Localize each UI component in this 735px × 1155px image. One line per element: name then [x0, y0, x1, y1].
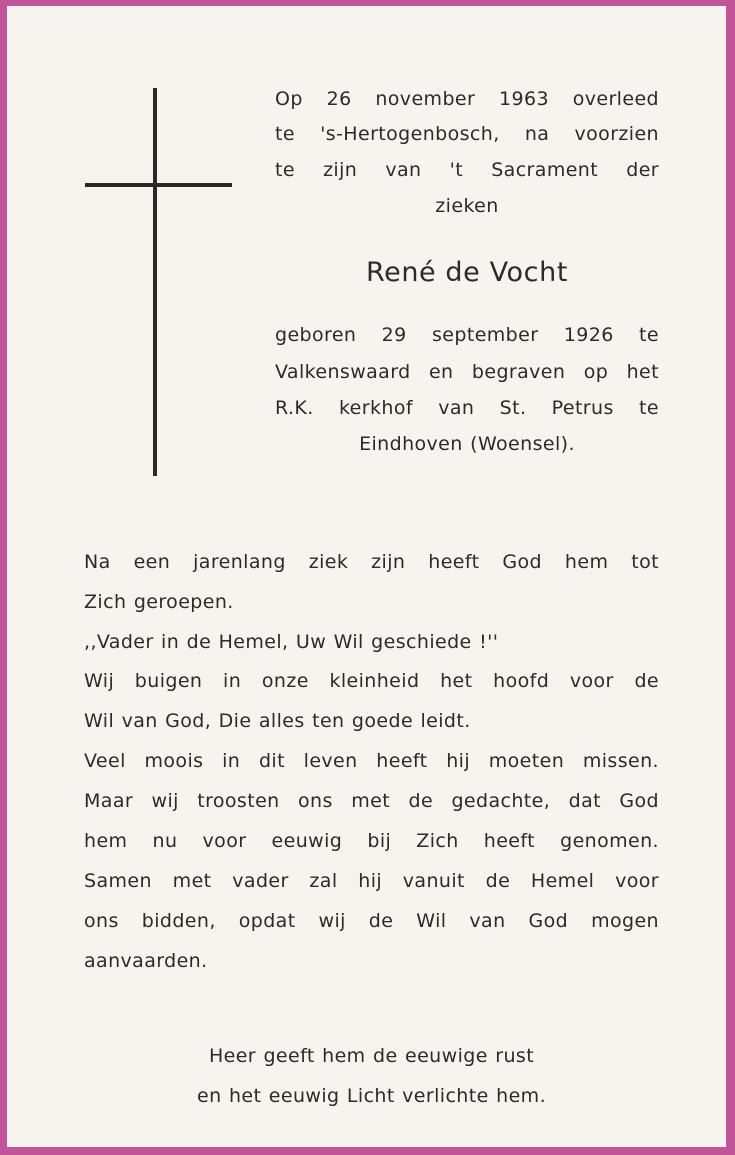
body-line-10: ons bidden, opdat wij de Wil van God mogen: [84, 910, 659, 932]
header-line-4: zieken: [435, 195, 499, 217]
body-line-9: Samen met vader zal hij vanuit de Hemel voor: [84, 870, 659, 892]
cross-horizontal-bar: [85, 183, 232, 187]
body-line-4: Wij buigen in onze kleinheid het hoofd voor de: [84, 670, 659, 692]
body-line-11: aanvaarden.: [84, 950, 208, 972]
body-line-1: Na een jarenlang ziek zijn heeft God hem tot: [84, 551, 659, 573]
birth-line-3: R.K. kerkhof van St. Petrus te: [275, 397, 659, 419]
prayer-line-1: Heer geeft hem de eeuwige rust: [208, 1045, 535, 1067]
birth-line-4: Eindhoven (Woensel).: [359, 433, 575, 455]
header-line-3: te zijn van 't Sacrament der: [275, 159, 659, 181]
prayer-line-2: en het eeuwig Licht verlichte hem.: [196, 1085, 547, 1107]
deceased-name: René de Vocht: [365, 257, 569, 288]
header-line-2: te 's-Hertogenbosch, na voorzien: [275, 123, 659, 145]
body-line-2: Zich geroepen.: [84, 591, 234, 613]
header-line-1: Op 26 november 1963 overleed: [275, 88, 659, 110]
birth-line-2: Valkenswaard en begraven op het: [275, 361, 659, 383]
body-line-5: Wil van God, Die alles ten goede leidt.: [84, 710, 471, 732]
body-line-8: hem nu voor eeuwig bij Zich heeft genomen.: [84, 830, 659, 852]
body-line-7: Maar wij troosten ons met de gedachte, dat God: [84, 790, 659, 812]
birth-line-1: geboren 29 september 1926 te: [275, 324, 659, 346]
body-line-6: Veel moois in dit leven heeft hij moeten missen.: [84, 750, 659, 772]
cross-vertical-bar: [153, 88, 157, 476]
body-line-3: ,,Vader in de Hemel, Uw Wil geschiede !'': [84, 631, 499, 653]
